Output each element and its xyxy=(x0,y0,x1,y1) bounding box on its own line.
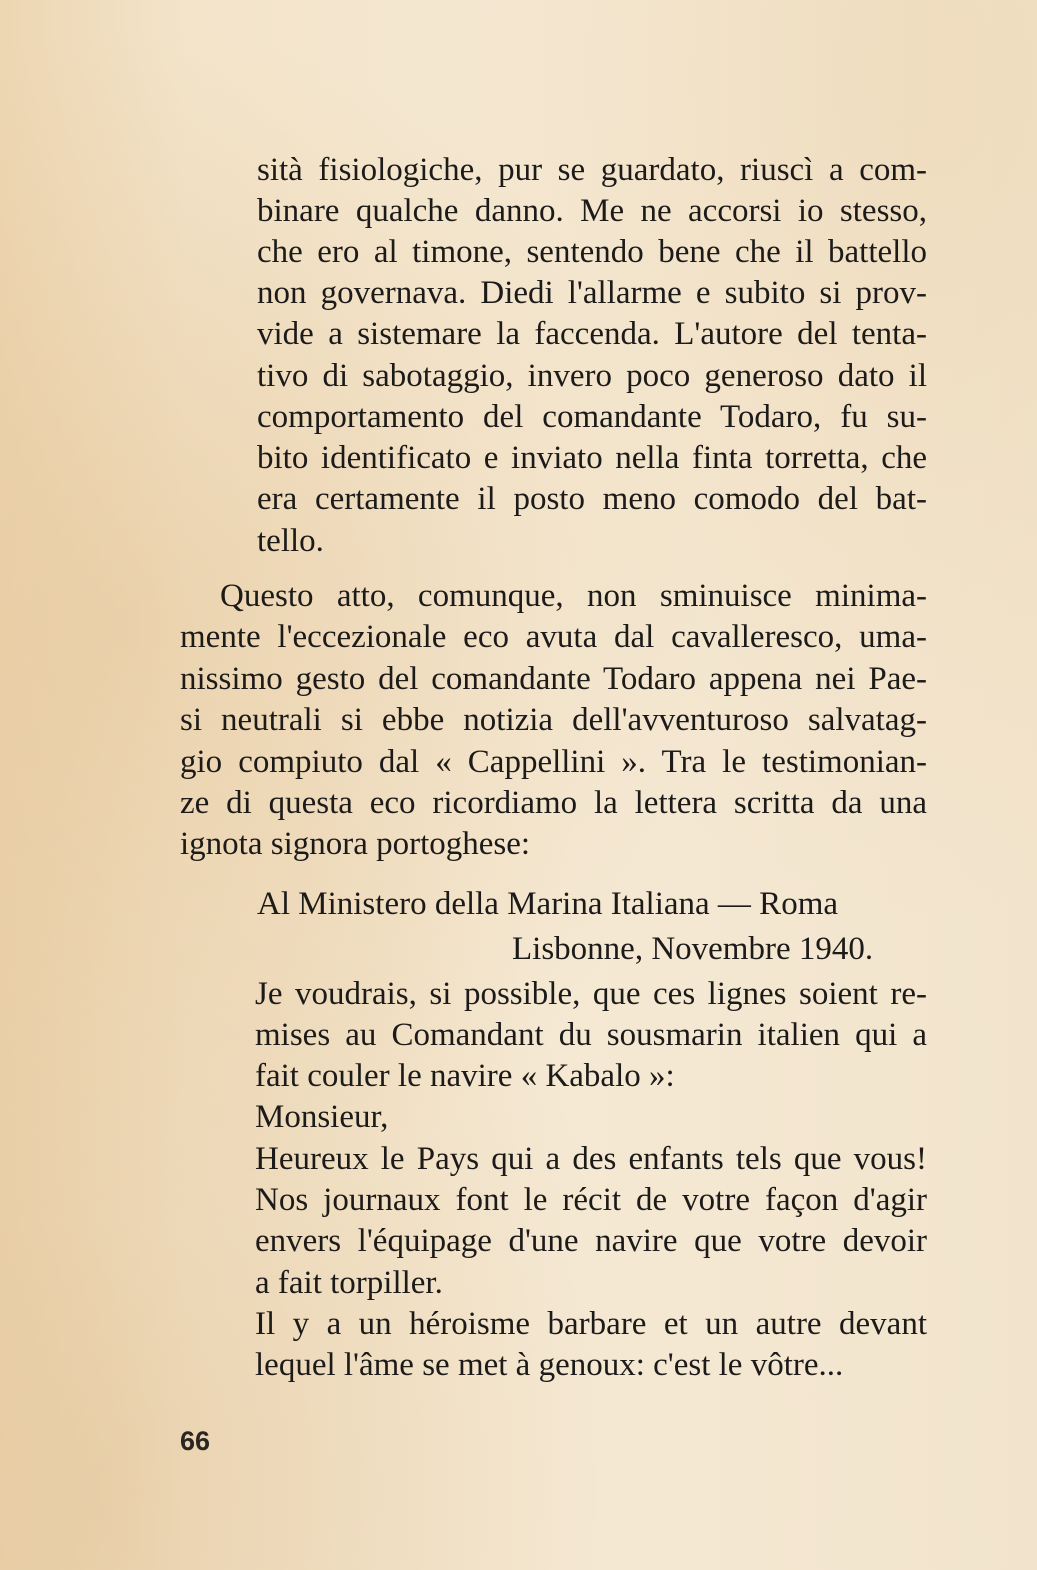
text-line: che ero al timone, sentendo bene che il battello xyxy=(257,234,927,270)
text-line: ignota signora portoghese: xyxy=(180,826,531,862)
text-line: sità fisiologiche, pur se guardato, riuscì a com- xyxy=(257,152,927,188)
letter-intro-line: mises au Comandant du sousmarin italien qui a xyxy=(255,1017,927,1053)
letter-body-line: Nos journaux font le récit de votre façon d'agir xyxy=(255,1182,927,1218)
text-line: tello. xyxy=(257,523,324,559)
text-line: tivo di sabotaggio, invero poco generoso dato il xyxy=(257,358,927,394)
letter-address: Al Ministero della Marina Italiana — Roma xyxy=(257,886,839,922)
letter-intro-line: fait couler le navire « Kabalo »: xyxy=(255,1058,675,1094)
text-line: gio compiuto dal « Cappellini ». Tra le testimonian- xyxy=(180,744,927,780)
page-number: 66 xyxy=(180,1426,211,1456)
letter-body-line: Il y a un héroisme barbare et un autre devant xyxy=(255,1306,927,1342)
letter-place-date: Lisbonne, Novembre 1940. xyxy=(512,931,874,967)
letter-intro-line: Je voudrais, si possible, que ces lignes soient re- xyxy=(255,976,927,1012)
text-line: mente l'eccezionale eco avuta dal cavalleresco, uma- xyxy=(180,619,927,655)
text-line: nissimo gesto del comandante Todaro appena nei Pae- xyxy=(180,661,927,697)
text-line: si neutrali si ebbe notizia dell'avventuroso salvatag- xyxy=(180,702,927,738)
text-line: binare qualche danno. Me ne accorsi io stesso, xyxy=(257,193,927,229)
text-line: non governava. Diedi l'allarme e subito si prov- xyxy=(257,275,927,311)
text-line: Questo atto, comunque, non sminuisce minima- xyxy=(220,578,927,614)
letter-body-line: lequel l'âme se met à genoux: c'est le vôtre... xyxy=(255,1347,844,1383)
letter-body-line: envers l'équipage d'une navire que votre devoir xyxy=(255,1223,927,1259)
text-line: ze di questa eco ricordiamo la lettera scritta da una xyxy=(180,785,927,821)
text-line: vide a sistemare la faccenda. L'autore del tenta- xyxy=(257,316,927,352)
text-line: bito identificato e inviato nella finta torretta, che xyxy=(257,440,927,476)
letter-body-line: a fait torpiller. xyxy=(255,1265,443,1301)
letter-salutation: Monsieur, xyxy=(255,1099,389,1135)
text-line: comportamento del comandante Todaro, fu su- xyxy=(257,399,927,435)
letter-body-line: Heureux le Pays qui a des enfants tels que vous! xyxy=(255,1141,927,1177)
text-line: era certamente il posto meno comodo del bat- xyxy=(257,481,927,517)
